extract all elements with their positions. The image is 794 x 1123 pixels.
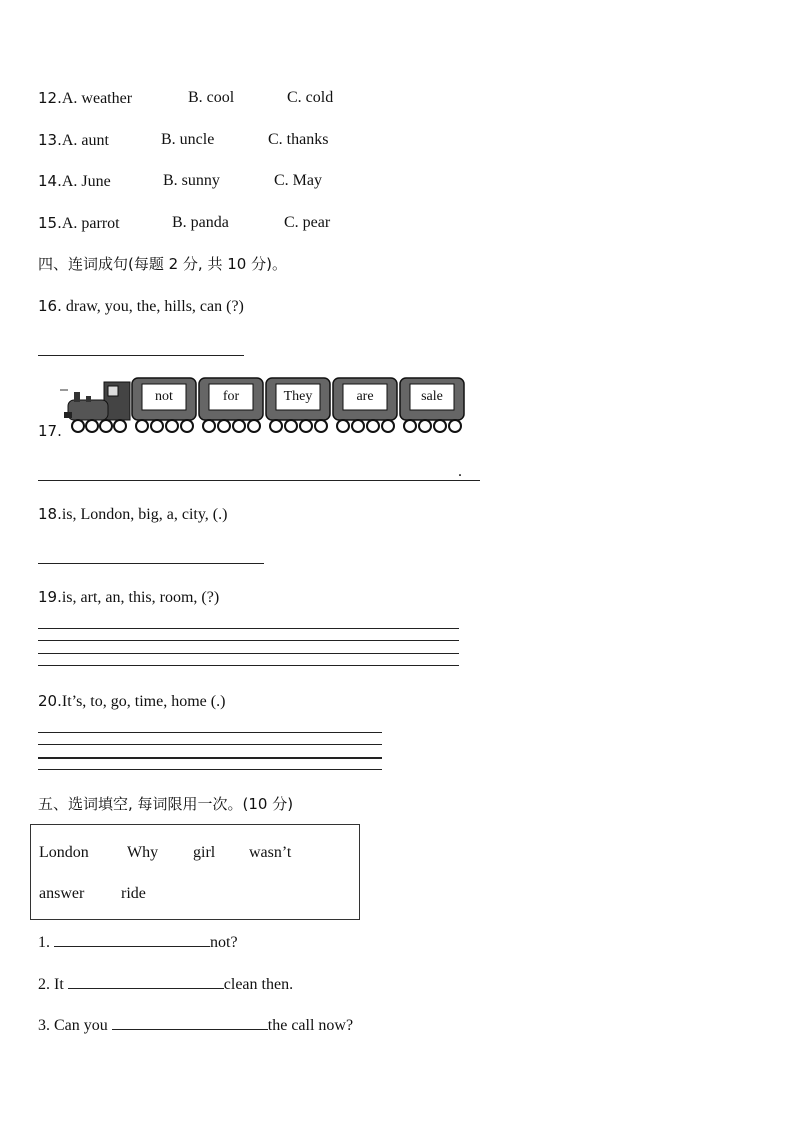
question-number: 14. (38, 172, 62, 190)
question-18-words: is, London, big, a, city, (.) (61, 506, 228, 523)
train-car-word: are (356, 389, 374, 404)
question-number: 19. (38, 588, 62, 606)
fill-blank[interactable] (112, 1015, 268, 1030)
word-bank-item: answer (39, 885, 85, 902)
item-after: not? (210, 934, 238, 951)
item-after: the call now? (267, 1017, 354, 1034)
train-car-word: not (155, 389, 173, 404)
question-14 (38, 171, 322, 192)
question-16-words: draw, you, the, hills, can (?) (65, 298, 244, 315)
train-car-word: for (222, 389, 240, 404)
option-c: C. cold (287, 89, 334, 106)
question-16 (38, 296, 244, 317)
fill-item-1 (38, 932, 238, 953)
question-18 (38, 504, 227, 525)
answer-17-end-mark: . (458, 463, 462, 480)
word-bank-item: Why (127, 844, 159, 861)
question-number: 17. (38, 422, 62, 440)
answer-line-18[interactable] (38, 563, 264, 564)
question-17-number (38, 421, 62, 442)
fill-blank[interactable] (68, 974, 224, 989)
answer-line-19a[interactable] (38, 628, 459, 629)
answer-line-19c[interactable] (38, 653, 459, 654)
train-car-word: They (283, 389, 313, 404)
question-20-words: It’s, to, go, time, home (.) (61, 693, 226, 710)
word-bank-box (30, 824, 360, 920)
answer-line-20d[interactable] (38, 769, 382, 770)
item-before: Can you (54, 1017, 108, 1034)
fill-item-3 (38, 1015, 353, 1036)
option-b: B. cool (188, 89, 235, 106)
question-number: 15. (38, 214, 62, 232)
answer-line-20c[interactable] (38, 757, 382, 759)
word-bank-item: ride (121, 885, 146, 902)
answer-line-16[interactable] (38, 355, 244, 356)
item-after: clean then. (223, 976, 294, 993)
option-c: C. thanks (268, 131, 329, 148)
question-number: 20. (38, 692, 62, 710)
answer-line-19d[interactable] (38, 665, 459, 666)
item-number: 2. (38, 976, 50, 993)
question-20 (38, 691, 225, 712)
item-number: 3. (38, 1017, 50, 1034)
question-number: 18. (38, 505, 62, 523)
option-a: A. weather (61, 90, 133, 107)
word-bank-item: London (39, 844, 89, 861)
option-a: A. June (61, 173, 111, 190)
question-12 (38, 88, 334, 109)
option-c: C. pear (284, 214, 331, 231)
answer-line-17[interactable] (38, 480, 480, 481)
option-b: B. sunny (163, 172, 220, 189)
word-bank-item: girl (193, 844, 216, 861)
option-a: A. parrot (61, 215, 120, 232)
train-car-word: sale (421, 389, 443, 404)
option-c: C. May (274, 172, 322, 189)
fill-item-2 (38, 974, 293, 995)
question-number: 13. (38, 131, 62, 149)
option-b: B. uncle (161, 131, 215, 148)
question-13 (38, 130, 329, 151)
fill-blank[interactable] (54, 932, 210, 947)
answer-line-19b[interactable] (38, 640, 459, 641)
question-number: 12. (38, 89, 62, 107)
answer-line-20b[interactable] (38, 744, 382, 745)
item-number: 1. (38, 934, 50, 951)
question-15 (38, 213, 331, 234)
question-19-words: is, art, an, this, room, (?) (61, 589, 220, 606)
word-bank-item: wasn’t (249, 844, 292, 861)
item-before: It (54, 976, 64, 993)
option-a: A. aunt (61, 132, 109, 149)
question-number: 16. (38, 297, 62, 315)
section-5-heading: 五、选词填空, 每词限用一次。(10 分) (38, 795, 294, 813)
answer-line-20a[interactable] (38, 732, 382, 733)
section-4-heading: 四、连词成句(每题 2 分, 共 10 分)。 (38, 255, 287, 273)
option-b: B. panda (172, 214, 229, 231)
question-19 (38, 587, 219, 608)
